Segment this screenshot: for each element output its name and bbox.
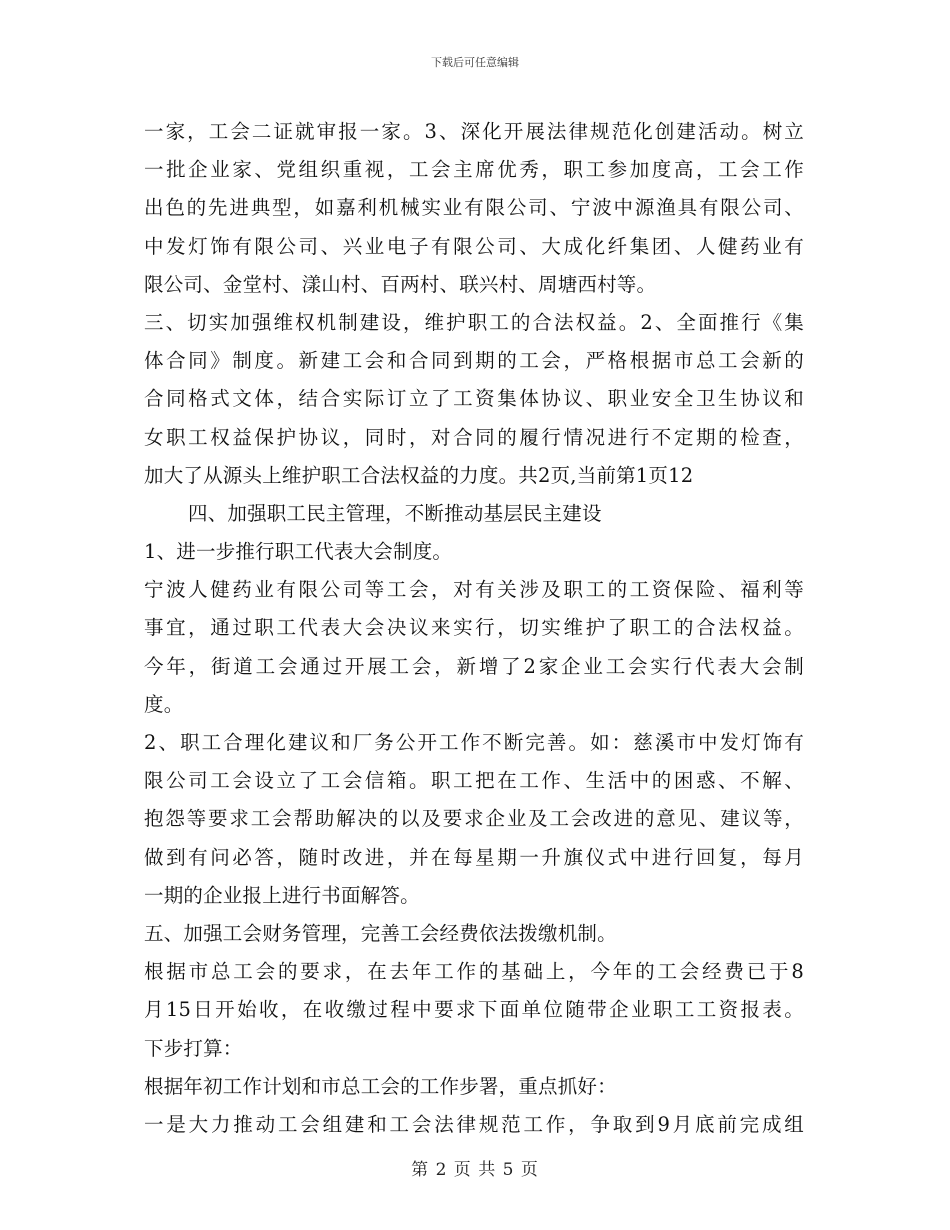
text-line: 一批企业家、党组织重视，工会主席优秀，职工参加度高，工会工作 xyxy=(144,158,804,182)
text-line: 事宜，通过职工代表大会决议来实行，切实维护了职工的合法权益。 xyxy=(144,616,804,640)
text-line: 中发灯饰有限公司、兴业电子有限公司、大成化纤集团、人健药业有 xyxy=(144,234,804,258)
text-line: 一家，工会二证就审报一家。3、深化开展法律规范化创建活动。树立 xyxy=(144,120,804,143)
document-body xyxy=(144,113,804,1144)
text-line: 宁波人健药业有限公司等工会，对有关涉及职工的工资保险、福利等 xyxy=(144,578,804,602)
text-line: 抱怨等要求工会帮助解决的以及要求企业及工会改进的意见、建议等， xyxy=(144,807,804,831)
page-footer: 第 2 页 共 5 页 xyxy=(411,1160,539,1180)
text-line: 限公司、金堂村、漾山村、百两村、联兴村、周塘西村等。 xyxy=(144,272,657,296)
text-line: 限公司工会设立了工会信箱。职工把在工作、生活中的困惑、不解、 xyxy=(144,769,804,793)
text-line: 加大了从源头上维护职工合法权益的力度。共2页,当前第1页12 xyxy=(144,463,694,487)
text-line: 女职工权益保护协议，同时，对合同的履行情况进行不定期的检查， xyxy=(144,425,804,449)
text-line: 出色的先进典型，如嘉利机械实业有限公司、宁波中源渔具有限公司、 xyxy=(144,196,804,220)
text-line: 三、切实加强维权机制建设，维护职工的合法权益。2、全面推行《集 xyxy=(144,310,804,334)
text-line: 做到有问必答，随时改进，并在每星期一升旗仪式中进行回复，每月 xyxy=(144,845,804,869)
text-line: 根据市总工会的要求，在去年工作的基础上，今年的工会经费已于8 xyxy=(144,960,804,984)
text-line: 下步打算： xyxy=(144,1036,243,1060)
text-line: 2、职工合理化建议和厂务公开工作不断完善。如：慈溪市中发灯饰有 xyxy=(144,731,804,754)
text-line: 度。 xyxy=(144,692,184,716)
text-line: 五、加强工会财务管理，完善工会经费依法拨缴机制。 xyxy=(144,921,617,945)
text-line: 1、进一步推行职工代表大会制度。 xyxy=(144,540,453,564)
page-header: 下载后可任意编辑 xyxy=(431,56,519,69)
text-line: 根据年初工作计划和市总工会的工作步署，重点抓好： xyxy=(144,1074,617,1098)
text-line: 四、加强职工民主管理，不断推动基层民主建设 xyxy=(188,501,602,525)
text-line: 月15日开始收，在收缴过程中要求下面单位随带企业职工工资报表。 xyxy=(144,998,804,1022)
text-line: 一是大力推动工会组建和工会法律规范工作，争取到9月底前完成组 xyxy=(144,1112,804,1136)
text-line: 今年，街道工会通过开展工会，新增了2家企业工会实行代表大会制 xyxy=(144,654,804,678)
text-line: 一期的企业报上进行书面解答。 xyxy=(144,883,420,907)
text-line: 合同格式文体，结合实际订立了工资集体协议、职业安全卫生协议和 xyxy=(144,387,804,411)
text-line: 体合同》制度。新建工会和合同到期的工会，严格根据市总工会新的 xyxy=(144,349,804,373)
